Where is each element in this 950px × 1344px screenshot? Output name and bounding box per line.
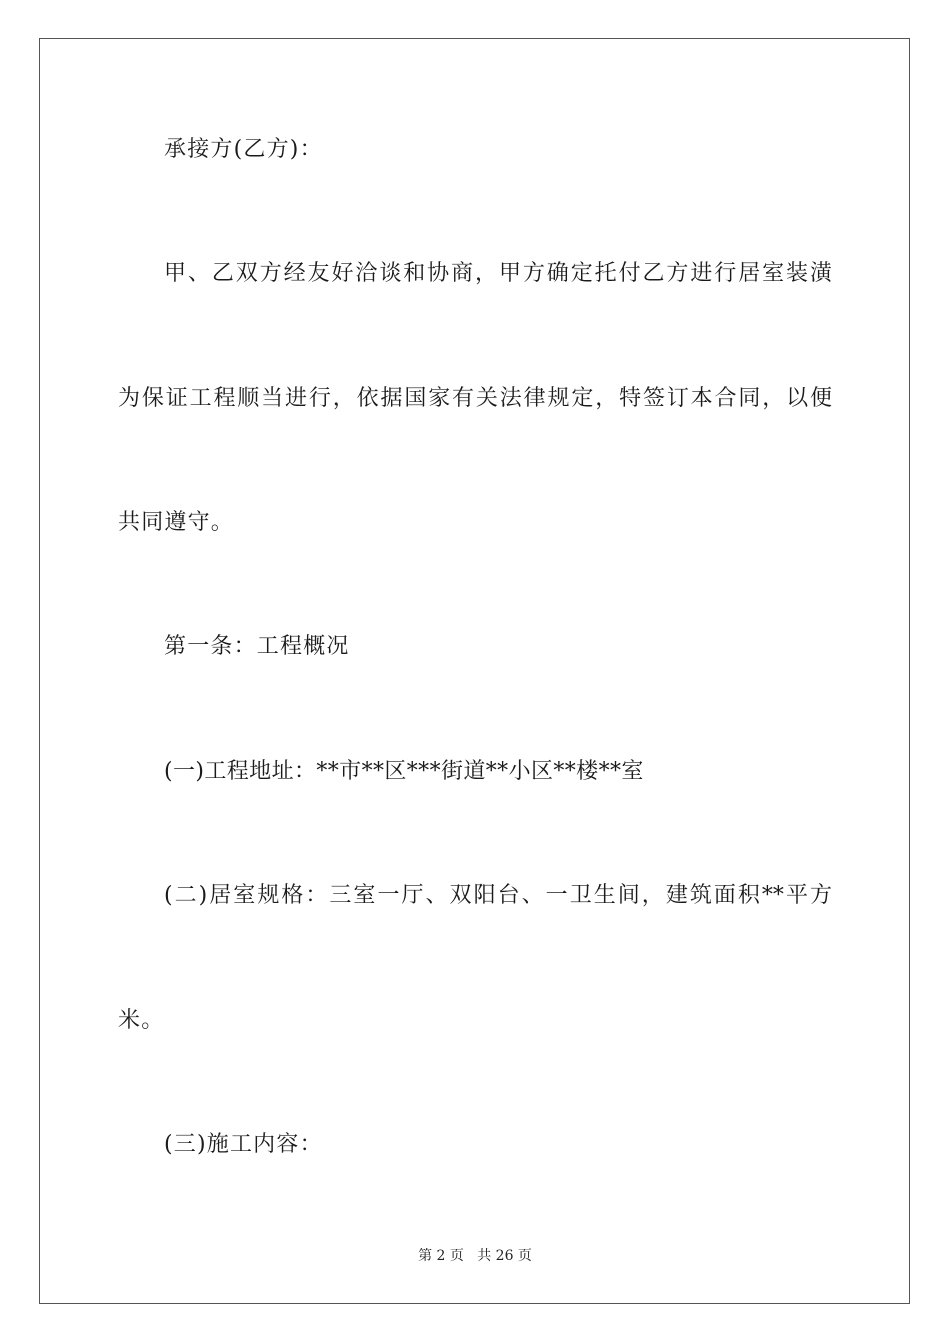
page-border — [39, 38, 910, 1304]
construction-content-item: (三)施工内容： — [164, 1132, 323, 1157]
paragraph-intro-line-2: 为保证工程顺当进行，依据国家有关法律规定，特签订本合同，以便 — [118, 386, 832, 411]
party-b-label: 承接方(乙方)： — [164, 137, 323, 162]
project-address-item: (一)工程地址：**市**区***街道**小区**楼**室 — [164, 759, 644, 784]
room-spec-item-line-2: 米。 — [118, 1008, 165, 1033]
paragraph-intro-line-3: 共同遵守。 — [118, 510, 235, 535]
room-spec-item-line-1: (二)居室规格：三室一厅、双阳台、一卫生间，建筑面积**平方 — [164, 883, 832, 908]
page-number-footer: 第 2 页 共 26 页 — [418, 1248, 532, 1264]
article-one-heading: 第一条：工程概况 — [164, 634, 350, 659]
paragraph-intro-line-1: 甲、乙双方经友好洽谈和协商，甲方确定托付乙方进行居室装潢 — [164, 261, 832, 286]
